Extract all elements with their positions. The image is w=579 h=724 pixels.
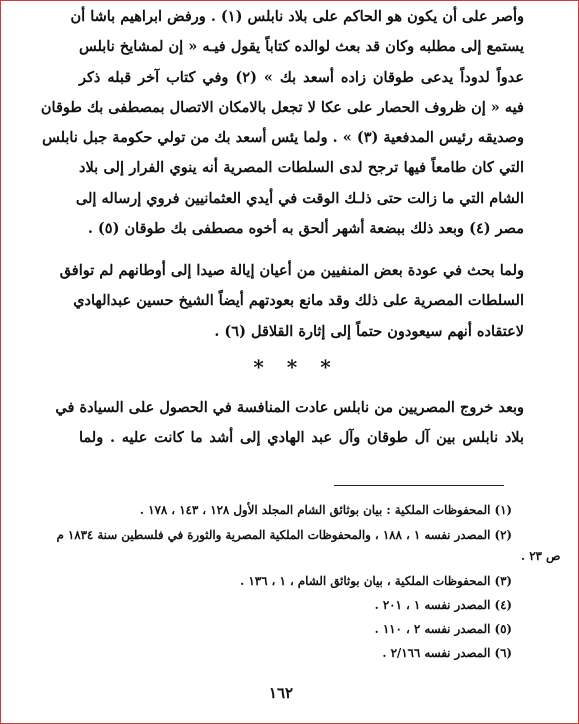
footnote-2: (٢) المصدر نفسه ١ ، ١٨٨ ، والمحفوظات الملكية المصرية والثورة في فلسطين سنة ١٨٣٤ م	[56, 528, 512, 542]
section-separator: * * *	[253, 355, 339, 379]
footnote-4: (٤) المصدر نفسه ١ ، ٢٠١ .	[374, 598, 512, 612]
text-line: وصديقه رئيس المدفعية (٣) » . ولما يئس أسعد بك من تولي حكومة جبل نابلس	[42, 129, 524, 147]
text-line: يستمع إلى مطلبه وكان قد بعث لوالده كتاباً يقول فيـه « إن لمشايخ نابلس	[79, 38, 524, 56]
footnote-6: (٦) المصدر نفسه ٢/١٦٦ .	[382, 646, 512, 660]
text-line: عدواً لدوداً يدعى طوقان زاده أسعد بك » (٢) وفي كتاب آخر قبله ذكر	[79, 68, 524, 86]
footnote-divider	[334, 485, 504, 486]
text-line: ولما بحث في عودة بعض المنفيين من أعيان إيالة صيدا إلى أوطانهم لم توافق	[59, 262, 524, 279]
footnote-5: (٥) المصدر نفسه ٢ ، ١١٠ .	[374, 622, 512, 636]
text-line: لاعتقاده أنهم سيعودون حتماً إلى إثارة القلاقل (٦) .	[214, 322, 524, 340]
paragraph-1	[40, 2, 524, 244]
text-line: فيه « إن ظروف الحصار على عكا لا تجعل بالامكان الاتصال بمصطفى بك طوقان	[40, 98, 524, 116]
page-number: ١٦٢	[268, 684, 294, 702]
text-line: التي كان طامعاً فيها ترجح لدى السلطات المصرية أنه ينوي الفرار إلى بلاد	[79, 159, 524, 177]
text-line: وبعد خروج المصريين من نابلس عادت المنافسة في الحصول على السيادة في	[55, 399, 524, 416]
text-line: مصر (٤) وبعد ذلك ببضعة أشهر ألحق به أخوه مصطفى بك طوقان (٥) .	[87, 220, 524, 238]
text-line: الشام التي ما زالت حتى ذلـك الوقت في أيدي العثمانيين فروي إرساله إلى	[75, 189, 524, 207]
paragraph-3	[55, 393, 524, 454]
paragraph-2	[59, 256, 524, 347]
text-line: بلاد نابلس بين آل طوقان وآل عبد الهادي إلى أشد ما كانت عليه . ولما	[79, 429, 524, 447]
footnote-1: (١) المحفوظات الملكية : بيان بوثائق الشام المجلد الأول ١٢٨ ، ١٤٣ ، ١٧٨ .	[139, 503, 512, 517]
text-line: وأصر على أن يكون هو الحاكم على بلاد نابلس (١) . ورفض ابراهيم باشا أن	[70, 8, 524, 25]
text-line: السلطات المصرية على ذلك وقد مانع بعودتهم أيضاً الشيخ حسين عبدالهادي	[73, 292, 524, 310]
footnote-2-continued: ص ٢٣ .	[521, 549, 561, 563]
footnote-3: (٣) المحفوظات الملكية ، بيان بوثائق الشام ، ١ ، ١٣٦ .	[240, 574, 512, 588]
